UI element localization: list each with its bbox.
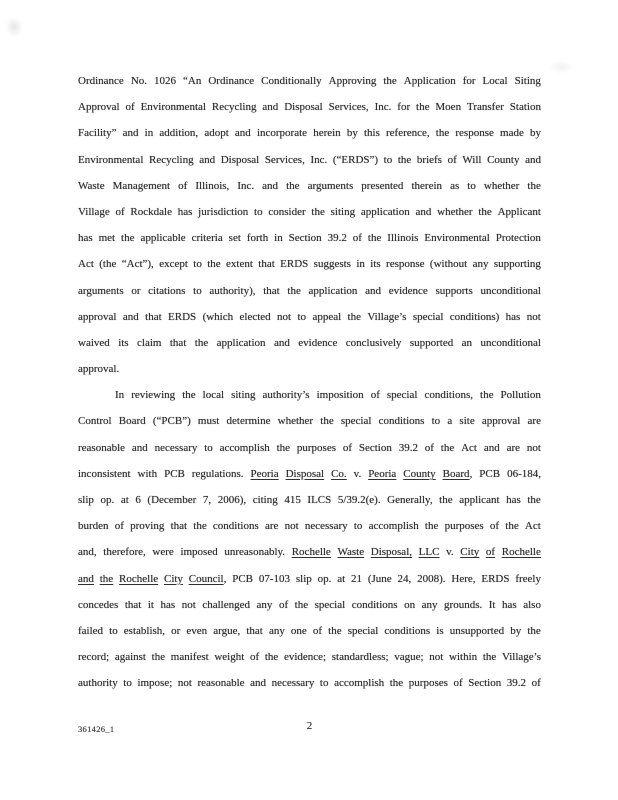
document-paragraph xyxy=(78,68,541,382)
text-line: concedes that it has not challenged any of the special conditions on any grounds. It has also xyxy=(78,598,541,611)
text-line: and the Rochelle City Council, PCB 07-103 slip op. at 21 (June 24, 2008). Here, ERDS freely xyxy=(78,572,541,585)
text-line: Approval of Environmental Recycling and Disposal Services, Inc. for the Moen Transfer Station xyxy=(78,101,541,114)
text-line: Ordinance No. 1026 “An Ordinance Conditionally Approving the Application for Local Siting xyxy=(78,75,541,87)
scan-noise-artifact xyxy=(548,60,574,74)
text-line: authority to impose; not reasonable and necessary to accomplish the purposes of Section 39.2 of xyxy=(78,677,541,690)
text-line: waived its claim that the application and evidence conclusively supported an unconditional xyxy=(78,336,541,349)
page-number: 2 xyxy=(306,720,313,732)
text-line: Act (the “Act”), except to the extent that ERDS suggests in its response (without any supporting xyxy=(78,258,541,271)
text-line: approval and that ERDS (which elected not to appeal the Village’s special conditions) has not xyxy=(78,310,541,323)
text-line: slip op. at 6 (December 7, 2006), citing 415 ILCS 5/39.2(e). Generally, the applicant has the xyxy=(78,494,541,506)
text-line: and, therefore, were imposed unreasonably. Rochelle Waste Disposal, LLC v. City of Rochelle xyxy=(78,546,541,559)
text-line: approval. xyxy=(78,363,120,376)
text-line: Village of Rockdale has jurisdiction to consider the siting application and whether the Applicant xyxy=(78,205,541,218)
text-line: inconsistent with PCB regulations. Peoria Disposal Co. v. Peoria County Board, PCB 06-184, xyxy=(78,467,541,480)
text-line: failed to establish, or even argue, that any one of the special conditions is unsupported by the xyxy=(78,624,541,637)
text-line: Control Board (“PCB”) must determine whether the special conditions to a site approval are xyxy=(78,415,541,428)
text-line: In reviewing the local siting authority’s imposition of special conditions, the Pollution xyxy=(115,389,541,402)
document-id-footer: 361426_1 xyxy=(78,724,115,734)
text-line: Environmental Recycling and Disposal Services, Inc. (“ERDS”) to the briefs of Will County and xyxy=(78,153,541,166)
text-line: reasonable and necessary to accomplish the purposes of Section 39.2 of the Act and are not xyxy=(78,441,541,454)
scan-smudge-artifact xyxy=(5,17,23,37)
text-line: Waste Management of Illinois, Inc. and the arguments presented therein as to whether the xyxy=(78,179,541,192)
text-line: burden of proving that the conditions are not necessary to accomplish the purposes of the Act xyxy=(78,520,541,533)
text-line: Facility” and in addition, adopt and incorporate herein by this reference, the response made by xyxy=(78,127,541,140)
text-line: arguments or citations to authority), that the application and evidence supports unconditional xyxy=(78,284,541,297)
document-body xyxy=(78,68,541,697)
text-line: has met the applicable criteria set forth in Section 39.2 of the Illinois Environmental Protection xyxy=(78,232,541,245)
document-paragraph xyxy=(78,382,541,696)
text-line: record; against the manifest weight of the evidence; standardless; vague; not within the Village’s xyxy=(78,651,541,664)
